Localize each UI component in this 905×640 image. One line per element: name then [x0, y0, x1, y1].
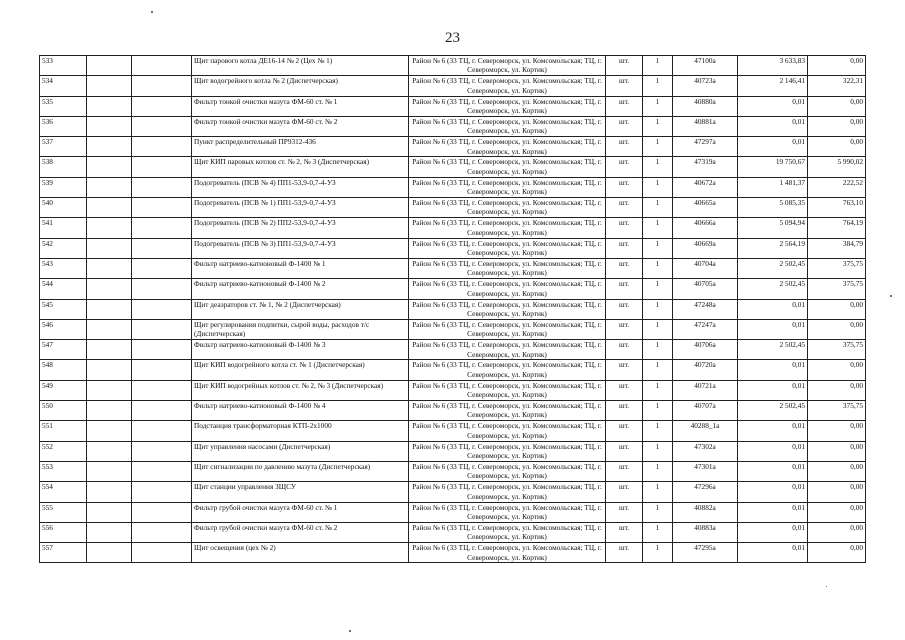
- table-row: [40, 76, 866, 96]
- item-value: 2 502,45: [738, 279, 808, 299]
- table-row: [40, 157, 866, 177]
- table-row: [40, 340, 866, 360]
- item-name: Щит станции управления ЗЩСУ: [192, 482, 409, 502]
- item-value: 0,01: [738, 96, 808, 116]
- item-address: Район № 6 (33 ТЦ, г. Североморск, ул. Комсомольская; ТЦ, г. Североморск, ул. Кортик): [409, 319, 606, 339]
- blank-cell: [87, 258, 132, 278]
- item-address: Район № 6 (33 ТЦ, г. Североморск, ул. Комсомольская; ТЦ, г. Североморск, ул. Кортик): [409, 482, 606, 502]
- item-unit: шт.: [606, 380, 643, 400]
- item-unit: шт.: [606, 482, 643, 502]
- item-residual-value: 0,00: [808, 502, 866, 522]
- item-residual-value: 763,10: [808, 198, 866, 218]
- table-row: [40, 96, 866, 116]
- item-name: Фильтр тонкой очистки мазута ФМ-60 ст. № 1: [192, 96, 409, 116]
- row-number: 541: [40, 218, 87, 238]
- blank-cell: [132, 401, 192, 421]
- item-name: Щит управления насосами (Диспетчерская): [192, 441, 409, 461]
- item-name: Щит регулирования подпитки, сырой воды, расходов т/с (Диспетчерская): [192, 319, 409, 339]
- item-value: 0,01: [738, 441, 808, 461]
- item-inventory-number: 47247а: [673, 319, 738, 339]
- blank-cell: [87, 96, 132, 116]
- item-unit: шт.: [606, 360, 643, 380]
- item-quantity: 1: [643, 360, 673, 380]
- item-address: Район № 6 (33 ТЦ, г. Североморск, ул. Комсомольская; ТЦ, г. Североморск, ул. Кортик): [409, 502, 606, 522]
- item-value: 0,01: [738, 543, 808, 563]
- blank-cell: [87, 441, 132, 461]
- item-address: Район № 6 (33 ТЦ, г. Североморск, ул. Комсомольская; ТЦ, г. Североморск, ул. Кортик): [409, 258, 606, 278]
- item-quantity: 1: [643, 502, 673, 522]
- item-name: Фильтр натриево-катионовый Ф-1400 № 1: [192, 258, 409, 278]
- item-residual-value: 0,00: [808, 482, 866, 502]
- blank-cell: [132, 279, 192, 299]
- item-residual-value: 322,31: [808, 76, 866, 96]
- row-number: 548: [40, 360, 87, 380]
- blank-cell: [87, 279, 132, 299]
- item-value: 2 564,19: [738, 238, 808, 258]
- blank-cell: [87, 461, 132, 481]
- item-inventory-number: 40723а: [673, 76, 738, 96]
- blank-cell: [87, 543, 132, 563]
- table-row: [40, 279, 866, 299]
- item-unit: шт.: [606, 76, 643, 96]
- item-inventory-number: 47296а: [673, 482, 738, 502]
- inventory-table: [39, 55, 866, 563]
- item-value: 19 750,67: [738, 157, 808, 177]
- item-value: 0,01: [738, 319, 808, 339]
- item-address: Район № 6 (33 ТЦ, г. Североморск, ул. Комсомольская; ТЦ, г. Североморск, ул. Кортик): [409, 340, 606, 360]
- item-quantity: 1: [643, 522, 673, 542]
- item-address: Район № 6 (33 ТЦ, г. Североморск, ул. Комсомольская; ТЦ, г. Североморск, ул. Кортик): [409, 137, 606, 157]
- item-residual-value: 0,00: [808, 137, 866, 157]
- table-row: [40, 299, 866, 319]
- item-quantity: 1: [643, 461, 673, 481]
- item-quantity: 1: [643, 96, 673, 116]
- blank-cell: [132, 116, 192, 136]
- item-value: 2 502,45: [738, 340, 808, 360]
- item-value: 2 502,45: [738, 401, 808, 421]
- item-name: Фильтр грубой очистки мазута ФМ-60 ст. № 2: [192, 522, 409, 542]
- blank-cell: [87, 502, 132, 522]
- item-quantity: 1: [643, 340, 673, 360]
- table-row: [40, 258, 866, 278]
- item-inventory-number: 40705а: [673, 279, 738, 299]
- table-row: [40, 401, 866, 421]
- item-unit: шт.: [606, 319, 643, 339]
- item-inventory-number: 40707а: [673, 401, 738, 421]
- row-number: 536: [40, 116, 87, 136]
- item-unit: шт.: [606, 522, 643, 542]
- item-address: Район № 6 (33 ТЦ, г. Североморск, ул. Комсомольская; ТЦ, г. Североморск, ул. Кортик): [409, 198, 606, 218]
- item-quantity: 1: [643, 319, 673, 339]
- item-unit: шт.: [606, 441, 643, 461]
- item-name: Подстанция трансформаторная КТП-2х1000: [192, 421, 409, 441]
- item-inventory-number: 40665а: [673, 198, 738, 218]
- item-name: Щит КИП паровых котлов ст. № 2, № 3 (Диспетчерская): [192, 157, 409, 177]
- item-quantity: 1: [643, 380, 673, 400]
- item-name: Подогреватель (ПСВ № 4) ПП1-53,9-0,7-4-УЗ: [192, 177, 409, 197]
- item-value: 0,01: [738, 137, 808, 157]
- blank-cell: [132, 137, 192, 157]
- item-address: Район № 6 (33 ТЦ, г. Североморск, ул. Комсомольская; ТЦ, г. Североморск, ул. Кортик): [409, 116, 606, 136]
- blank-cell: [132, 258, 192, 278]
- table-row: [40, 319, 866, 339]
- item-unit: шт.: [606, 299, 643, 319]
- row-number: 540: [40, 198, 87, 218]
- blank-cell: [132, 157, 192, 177]
- blank-cell: [87, 360, 132, 380]
- item-inventory-number: 40880а: [673, 96, 738, 116]
- blank-cell: [132, 177, 192, 197]
- row-number: 537: [40, 137, 87, 157]
- blank-cell: [132, 441, 192, 461]
- item-residual-value: 0,00: [808, 421, 866, 441]
- item-value: 5 085,35: [738, 198, 808, 218]
- row-number: 557: [40, 543, 87, 563]
- blank-cell: [87, 238, 132, 258]
- item-name: Щит КИП водогрейных котлов ст. № 2, № 3 (Диспетчерская): [192, 380, 409, 400]
- table-row: [40, 218, 866, 238]
- row-number: 538: [40, 157, 87, 177]
- item-inventory-number: 40672а: [673, 177, 738, 197]
- blank-cell: [132, 198, 192, 218]
- item-residual-value: 375,75: [808, 279, 866, 299]
- item-name: Фильтр натриево-катионовый Ф-1400 № 3: [192, 340, 409, 360]
- item-name: Щит парового котла ДЕ16-14 № 2 (Цех № 1): [192, 56, 409, 76]
- item-quantity: 1: [643, 299, 673, 319]
- item-address: Район № 6 (33 ТЦ, г. Североморск, ул. Комсомольская; ТЦ, г. Североморск, ул. Кортик): [409, 96, 606, 116]
- item-value: 2 146,41: [738, 76, 808, 96]
- item-value: 2 502,45: [738, 258, 808, 278]
- blank-cell: [132, 522, 192, 542]
- item-address: Район № 6 (33 ТЦ, г. Североморск, ул. Комсомольская; ТЦ, г. Североморск, ул. Кортик): [409, 238, 606, 258]
- item-inventory-number: 47297а: [673, 137, 738, 157]
- item-name: Щит освещения (цех № 2): [192, 543, 409, 563]
- blank-cell: [132, 340, 192, 360]
- blank-cell: [87, 340, 132, 360]
- item-unit: шт.: [606, 543, 643, 563]
- item-quantity: 1: [643, 441, 673, 461]
- blank-cell: [87, 218, 132, 238]
- blank-cell: [87, 522, 132, 542]
- blank-cell: [132, 238, 192, 258]
- item-address: Район № 6 (33 ТЦ, г. Североморск, ул. Комсомольская; ТЦ, г. Североморск, ул. Кортик): [409, 56, 606, 76]
- item-quantity: 1: [643, 218, 673, 238]
- row-number: 539: [40, 177, 87, 197]
- table-row: [40, 360, 866, 380]
- item-name: Подогреватель (ПСВ № 3) ПП1-53,9-0,7-4-УЗ: [192, 238, 409, 258]
- row-number: 535: [40, 96, 87, 116]
- table-row: [40, 543, 866, 563]
- item-residual-value: 375,75: [808, 340, 866, 360]
- table-row: [40, 56, 866, 76]
- item-address: Район № 6 (33 ТЦ, г. Североморск, ул. Комсомольская; ТЦ, г. Североморск, ул. Кортик): [409, 360, 606, 380]
- table-row: [40, 482, 866, 502]
- item-residual-value: 0,00: [808, 319, 866, 339]
- blank-cell: [132, 56, 192, 76]
- table-row: [40, 502, 866, 522]
- row-number: 553: [40, 461, 87, 481]
- blank-cell: [87, 157, 132, 177]
- blank-cell: [132, 360, 192, 380]
- item-quantity: 1: [643, 198, 673, 218]
- blank-cell: [132, 502, 192, 522]
- item-value: 0,01: [738, 380, 808, 400]
- item-quantity: 1: [643, 258, 673, 278]
- item-quantity: 1: [643, 76, 673, 96]
- row-number: 555: [40, 502, 87, 522]
- row-number: 533: [40, 56, 87, 76]
- item-unit: шт.: [606, 421, 643, 441]
- table-row: [40, 522, 866, 542]
- row-number: 546: [40, 319, 87, 339]
- item-name: Фильтр тонкой очистки мазута ФМ-60 ст. № 2: [192, 116, 409, 136]
- item-inventory-number: 40883а: [673, 522, 738, 542]
- item-quantity: 1: [643, 279, 673, 299]
- item-value: 5 094,94: [738, 218, 808, 238]
- blank-cell: [87, 380, 132, 400]
- item-name: Щит сигнализации по давлению мазута (Диспетчерская): [192, 461, 409, 481]
- item-address: Район № 6 (33 ТЦ, г. Североморск, ул. Комсомольская; ТЦ, г. Североморск, ул. Кортик): [409, 461, 606, 481]
- item-name: Фильтр натриево-катионовый Ф-1400 № 4: [192, 401, 409, 421]
- item-address: Район № 6 (33 ТЦ, г. Североморск, ул. Комсомольская; ТЦ, г. Североморск, ул. Кортик): [409, 421, 606, 441]
- item-address: Район № 6 (33 ТЦ, г. Североморск, ул. Комсомольская; ТЦ, г. Североморск, ул. Кортик): [409, 522, 606, 542]
- item-unit: шт.: [606, 401, 643, 421]
- item-address: Район № 6 (33 ТЦ, г. Североморск, ул. Комсомольская; ТЦ, г. Североморск, ул. Кортик): [409, 543, 606, 563]
- row-number: 544: [40, 279, 87, 299]
- item-address: Район № 6 (33 ТЦ, г. Североморск, ул. Комсомольская; ТЦ, г. Североморск, ул. Кортик): [409, 279, 606, 299]
- blank-cell: [132, 76, 192, 96]
- item-residual-value: 375,75: [808, 401, 866, 421]
- row-number: 549: [40, 380, 87, 400]
- row-number: 552: [40, 441, 87, 461]
- blank-cell: [132, 380, 192, 400]
- item-name: Подогреватель (ПСВ № 2) ПП2-53,9-0,7-4-УЗ: [192, 218, 409, 238]
- table-row: [40, 421, 866, 441]
- table-row: [40, 137, 866, 157]
- item-inventory-number: 40720а: [673, 360, 738, 380]
- item-address: Район № 6 (33 ТЦ, г. Североморск, ул. Комсомольская; ТЦ, г. Североморск, ул. Кортик): [409, 380, 606, 400]
- blank-cell: [132, 96, 192, 116]
- item-address: Район № 6 (33 ТЦ, г. Североморск, ул. Комсомольская; ТЦ, г. Североморск, ул. Кортик): [409, 401, 606, 421]
- table-row: [40, 116, 866, 136]
- item-inventory-number: 40288_1а: [673, 421, 738, 441]
- item-unit: шт.: [606, 461, 643, 481]
- item-name: Фильтр натриево-катионовый Ф-1400 № 2: [192, 279, 409, 299]
- blank-cell: [132, 482, 192, 502]
- item-quantity: 1: [643, 421, 673, 441]
- row-number: 554: [40, 482, 87, 502]
- blank-cell: [87, 56, 132, 76]
- item-unit: шт.: [606, 96, 643, 116]
- blank-cell: [87, 198, 132, 218]
- item-inventory-number: 47295а: [673, 543, 738, 563]
- blank-cell: [87, 401, 132, 421]
- item-residual-value: 0,00: [808, 522, 866, 542]
- table-row: [40, 238, 866, 258]
- item-quantity: 1: [643, 157, 673, 177]
- blank-cell: [87, 482, 132, 502]
- item-residual-value: 0,00: [808, 441, 866, 461]
- blank-cell: [87, 76, 132, 96]
- item-inventory-number: 40881а: [673, 116, 738, 136]
- item-value: 3 633,83: [738, 56, 808, 76]
- row-number: 542: [40, 238, 87, 258]
- item-address: Район № 6 (33 ТЦ, г. Североморск, ул. Комсомольская; ТЦ, г. Североморск, ул. Кортик): [409, 441, 606, 461]
- item-quantity: 1: [643, 56, 673, 76]
- item-quantity: 1: [643, 543, 673, 563]
- blank-cell: [87, 177, 132, 197]
- page-number: 23: [445, 30, 460, 46]
- item-residual-value: 0,00: [808, 96, 866, 116]
- item-unit: шт.: [606, 116, 643, 136]
- blank-cell: [132, 319, 192, 339]
- table-row: [40, 380, 866, 400]
- item-unit: шт.: [606, 258, 643, 278]
- item-address: Район № 6 (33 ТЦ, г. Североморск, ул. Комсомольская; ТЦ, г. Североморск, ул. Кортик): [409, 76, 606, 96]
- row-number: 543: [40, 258, 87, 278]
- item-residual-value: 5 990,02: [808, 157, 866, 177]
- row-number: 556: [40, 522, 87, 542]
- item-inventory-number: 40721а: [673, 380, 738, 400]
- item-unit: шт.: [606, 56, 643, 76]
- item-residual-value: 375,75: [808, 258, 866, 278]
- item-unit: шт.: [606, 157, 643, 177]
- blank-cell: [87, 137, 132, 157]
- item-residual-value: 0,00: [808, 56, 866, 76]
- item-address: Район № 6 (33 ТЦ, г. Североморск, ул. Комсомольская; ТЦ, г. Североморск, ул. Кортик): [409, 177, 606, 197]
- item-unit: шт.: [606, 340, 643, 360]
- table-row: [40, 198, 866, 218]
- item-address: Район № 6 (33 ТЦ, г. Североморск, ул. Комсомольская; ТЦ, г. Североморск, ул. Кортик): [409, 299, 606, 319]
- item-inventory-number: 47248а: [673, 299, 738, 319]
- item-inventory-number: 40706а: [673, 340, 738, 360]
- item-inventory-number: 40669а: [673, 238, 738, 258]
- item-name: Щит водогрейного котла № 2 (Диспетчерская): [192, 76, 409, 96]
- blank-cell: [87, 299, 132, 319]
- item-value: 0,01: [738, 522, 808, 542]
- table-row: [40, 441, 866, 461]
- item-unit: шт.: [606, 218, 643, 238]
- item-name: Подогреватель (ПСВ № 1) ПП1-53,9-0,7-4-УЗ: [192, 198, 409, 218]
- row-number: 547: [40, 340, 87, 360]
- row-number: 545: [40, 299, 87, 319]
- item-value: 0,01: [738, 502, 808, 522]
- item-unit: шт.: [606, 279, 643, 299]
- item-quantity: 1: [643, 137, 673, 157]
- item-value: 0,01: [738, 461, 808, 481]
- blank-cell: [132, 421, 192, 441]
- item-inventory-number: 47100а: [673, 56, 738, 76]
- item-residual-value: 0,00: [808, 461, 866, 481]
- item-inventory-number: 40704а: [673, 258, 738, 278]
- blank-cell: [87, 116, 132, 136]
- item-unit: шт.: [606, 177, 643, 197]
- item-value: 0,01: [738, 421, 808, 441]
- blank-cell: [132, 461, 192, 481]
- item-inventory-number: 47319а: [673, 157, 738, 177]
- item-value: 0,01: [738, 116, 808, 136]
- blank-cell: [132, 218, 192, 238]
- item-residual-value: 764,19: [808, 218, 866, 238]
- item-value: 0,01: [738, 360, 808, 380]
- item-name: Щит деаэраторов ст. № 1, № 2 (Диспетчерская): [192, 299, 409, 319]
- item-inventory-number: 40882а: [673, 502, 738, 522]
- table-row: [40, 177, 866, 197]
- item-inventory-number: 47302а: [673, 441, 738, 461]
- item-unit: шт.: [606, 137, 643, 157]
- item-unit: шт.: [606, 502, 643, 522]
- item-quantity: 1: [643, 482, 673, 502]
- item-value: 0,01: [738, 482, 808, 502]
- row-number: 551: [40, 421, 87, 441]
- item-unit: шт.: [606, 198, 643, 218]
- table-row: [40, 461, 866, 481]
- item-unit: шт.: [606, 238, 643, 258]
- item-residual-value: 0,00: [808, 380, 866, 400]
- item-quantity: 1: [643, 116, 673, 136]
- row-number: 550: [40, 401, 87, 421]
- item-quantity: 1: [643, 238, 673, 258]
- blank-cell: [132, 299, 192, 319]
- item-name: Фильтр грубой очистки мазута ФМ-60 ст. № 1: [192, 502, 409, 522]
- row-number: 534: [40, 76, 87, 96]
- item-address: Район № 6 (33 ТЦ, г. Североморск, ул. Комсомольская; ТЦ, г. Североморск, ул. Кортик): [409, 157, 606, 177]
- item-value: 1 481,37: [738, 177, 808, 197]
- item-quantity: 1: [643, 401, 673, 421]
- blank-cell: [132, 543, 192, 563]
- item-residual-value: 0,00: [808, 543, 866, 563]
- item-inventory-number: 47301а: [673, 461, 738, 481]
- item-residual-value: 384,79: [808, 238, 866, 258]
- item-name: Щит КИП водогрейного котла ст. № 1 (Диспетчерская): [192, 360, 409, 380]
- item-residual-value: 0,00: [808, 360, 866, 380]
- item-quantity: 1: [643, 177, 673, 197]
- item-residual-value: 0,00: [808, 116, 866, 136]
- item-residual-value: 0,00: [808, 299, 866, 319]
- item-inventory-number: 40666а: [673, 218, 738, 238]
- item-name: Пункт распределительный ПР9312-436: [192, 137, 409, 157]
- blank-cell: [87, 421, 132, 441]
- item-residual-value: 222,52: [808, 177, 866, 197]
- item-address: Район № 6 (33 ТЦ, г. Североморск, ул. Комсомольская; ТЦ, г. Североморск, ул. Кортик): [409, 218, 606, 238]
- blank-cell: [87, 319, 132, 339]
- item-value: 0,01: [738, 299, 808, 319]
